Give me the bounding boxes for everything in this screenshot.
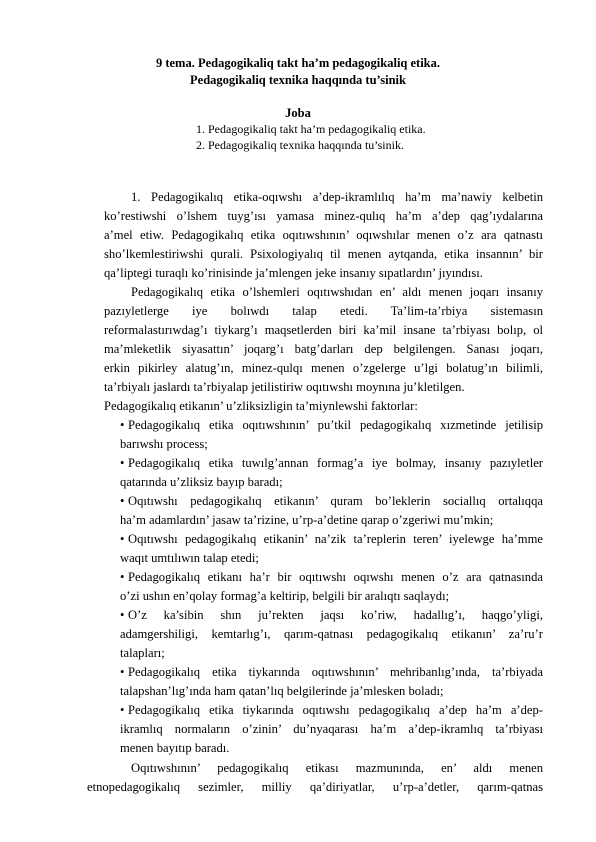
lesson-title: 9 tema. Pedagogikaliq takt ha’m pedagogikaliq etika.	[155, 56, 441, 70]
body-line: pazıyletlerge iye bolıwdı talap etedi. Ta’lim-ta’rbiya sistemasın	[104, 304, 543, 318]
lesson-subtitle: Pedagogikaliq texnika haqqında tu’sinik	[190, 73, 406, 87]
body-line: sho’lkemlestiriwshi qurali. Psixologiyalıq til menen aytqanda, etika insannın’ bir	[104, 247, 543, 261]
list-item-line: ha’m adamlardın’ jasaw ta’rizine, u’rp-a’detine qarap o’zgeriwi mu’mkin;	[120, 513, 494, 527]
plan-item-2: 2. Pedagogikaliq texnika haqqında tu’sinik.	[196, 138, 404, 152]
list-item-line: O’z ka’sibin shın ju’rekten jaqsı ko’riw, hadallıg’ı, haqgo’yligi,	[128, 608, 543, 622]
list-item-line: barıwshı process;	[120, 437, 208, 451]
list-item-line: Oqıtıwshı pedagogikalıq etikanin’ na’zik ta’replerin teren’ iyelewge ha’mme	[128, 532, 543, 546]
body-line: ta’rbiyalı jaslardı ta’rbiyalap jetilistiriw oqıtıwshı moynına ju’kletilgen.	[104, 380, 465, 394]
list-item-line: Pedagogikalıq etika tiykarında oqıtıwshı pedagogikalıq a’dep ha’m a’dep-	[128, 703, 543, 717]
body-line: Oqıtıwshının’ pedagogikalıq etikası mazmunında, en’ aldı menen	[131, 761, 543, 775]
body-line: ma’mleketlik siyasattın’ joqarg’ı batg’darları dep belgilengen. Sanası joqarı,	[104, 342, 543, 356]
body-line: ko’restiwshi o’lshem tuyg’ısı yamasa minez-qulıq ha’m a’dep qag’ıydalarına	[104, 209, 543, 223]
body-line: a’mel etiw. Pedagogikalıq etika oqıtıwshının’ oqıwshılar menen o’z ara qatnastı	[104, 228, 543, 242]
bullet-marker: •	[120, 665, 125, 679]
bullet-marker: •	[120, 532, 125, 546]
body-line: Pedagogikalıq etikanın’ u’zliksizligin ta’miynlewshi faktorlar:	[104, 399, 418, 413]
body-line: qa’liptegi turaqlı ko’rinisinde ja’mlengen jeke insanıy sıpatlardın’ jıyındısı.	[104, 266, 483, 280]
list-item-line: talapshan’lıg’ında ham qatan’lıq belgilerinde ja’mlesken boladı;	[120, 684, 444, 698]
list-item-line: qatarında u’zliksiz bayıp baradı;	[120, 475, 283, 489]
bullet-marker: •	[120, 494, 125, 508]
body-line: erkin pikirley alatug’ın, minez-qulqı menen o’zgelerge u’lgi bolatug’ın bilimli,	[104, 361, 543, 375]
list-item-line: talapları;	[120, 646, 165, 660]
body-line: reformalastırıwdag’ı tiykarg’ı maqsetlerden biri ka’mil insane ta’rbiyası bolıp, ol	[104, 323, 543, 337]
list-item-line: Pedagogikalıq etikanı ha’r bir oqıtıwshı oqıwshı menen o’z ara qatnasında	[128, 570, 543, 584]
list-item-line: adamgershiligi, kemtarlıg’ı, qarım-qatnası pedagogikalıq etikanın’ za’ru’r	[120, 627, 543, 641]
list-item-line: Pedagogikalıq etika tiykarında oqıtıwshının’ mehribanlıg’ında, ta’rbiyada	[128, 665, 543, 679]
bullet-marker: •	[120, 456, 125, 470]
bullet-marker: •	[120, 418, 125, 432]
list-item-line: Pedagogikalıq etika oqıtıwshının’ pu’tkil pedagogikalıq xızmetinde jetilisip	[128, 418, 543, 432]
list-item-line: Oqıtıwshı pedagogikalıq etikanın’ quram bo’leklerin sociallıq ortalıqqa	[128, 494, 543, 508]
plan-item-1: 1. Pedagogikaliq takt ha’m pedagogikaliq etika.	[196, 122, 426, 136]
bullet-marker: •	[120, 703, 125, 717]
plan-heading: Joba	[285, 106, 311, 120]
bullet-marker: •	[120, 608, 125, 622]
body-line: 1. Pedagogikalıq etika-oqıwshı a’dep-ikramlılıq ha’m ma’nawiy kelbetin	[131, 190, 543, 204]
body-line: etnopedagogikalıq sezimler, milliy qa’diriyatlar, u’rp-a’detler, qarım-qatnas	[87, 780, 543, 794]
list-item-line: menen bayıtıp baradı.	[120, 741, 230, 755]
bullet-marker: •	[120, 570, 125, 584]
list-item-line: waqıt umtılıwın talap etedi;	[120, 551, 259, 565]
body-line: Pedagogikalıq etika o’lshemleri oqıtıwshıdan en’ aldı menen joqarı insanıy	[131, 285, 543, 299]
list-item-line: Pedagogikalıq etika tuwılg’annan formag’a iye bolmay, insanıy pazıyletler	[128, 456, 543, 470]
list-item-line: o’zi ushın en’qolay formag’a keltirip, belgili bir aralıqtı saqlaydı;	[120, 589, 450, 603]
list-item-line: ikramlıq normaların o’zinin’ du’nyaqarası ha’m a’dep-ikramlıq ta’rbiyası	[120, 722, 543, 736]
